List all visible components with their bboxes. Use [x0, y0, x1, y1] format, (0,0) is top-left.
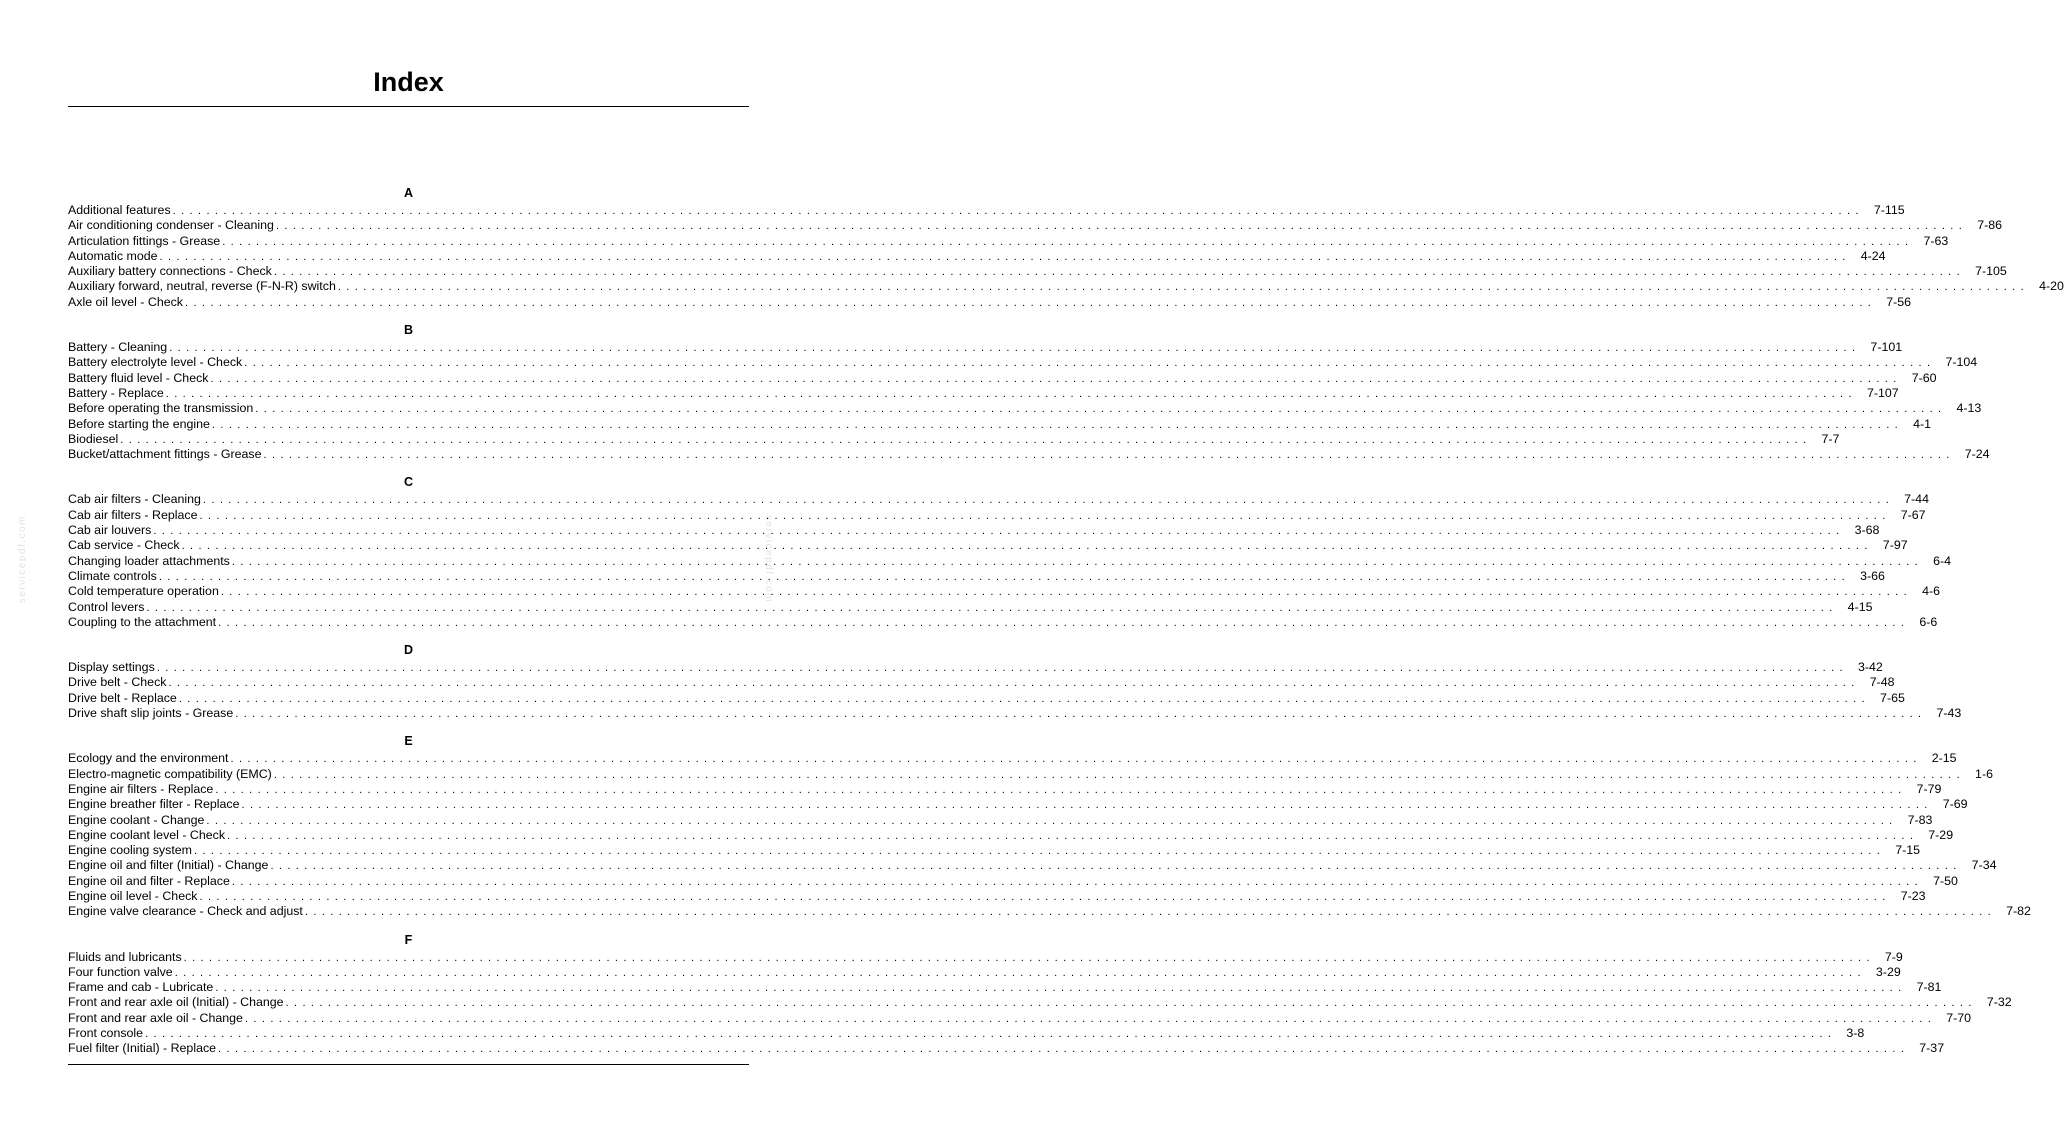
- entry-title: Engine coolant - Change: [68, 812, 205, 827]
- entry-title: Biodiesel: [68, 431, 119, 446]
- dot-leader: ........................................................................................................................................................................................................: [168, 677, 1860, 690]
- index-entry: [68, 1010, 1971, 1026]
- entry-title: Battery - Cleaning: [68, 340, 168, 355]
- entry-page-number: 7-43: [1936, 706, 1962, 721]
- entry-page-number: 4-13: [1956, 401, 1982, 416]
- entry-title: Auxiliary forward, neutral, reverse (F-N-R) switch: [68, 279, 336, 294]
- entry-title: Frame and cab - Lubricate: [68, 980, 214, 995]
- entry-title: Battery fluid level - Check: [68, 370, 209, 385]
- index-entry: [68, 843, 1921, 858]
- entry-title: Front console: [68, 1026, 144, 1041]
- entry-page-number: 7-50: [1933, 873, 1958, 888]
- entry-page-number: 7-82: [2006, 904, 2031, 919]
- dot-leader: ........................................................................................................................................................................................................: [120, 433, 1812, 446]
- index-entry: [68, 599, 1873, 615]
- entry-title: Automatic mode: [68, 248, 158, 263]
- entry-page-number: 7-24: [1964, 447, 1990, 462]
- entry-page-number: 4-24: [1860, 248, 1886, 263]
- entry-page-number: 7-107: [1866, 385, 1899, 400]
- entry-page-number: 7-104: [1945, 355, 1978, 370]
- entry-page-number: 7-86: [1977, 218, 2002, 233]
- dot-leader: ........................................................................................................................................................................................................: [220, 586, 1913, 599]
- dot-leader: ........................................................................................................................................................................................................: [218, 1043, 1910, 1056]
- index-entry: [68, 660, 1883, 675]
- index-entry: [68, 447, 1990, 462]
- index-section-f: [68, 931, 2012, 1057]
- dot-leader: ........................................................................................................................................................................................................: [273, 266, 1966, 279]
- index-entry: [68, 355, 1978, 370]
- dot-leader: ........................................................................................................................................................................................................: [145, 1028, 1837, 1041]
- dot-leader: ........................................................................................................................................................................................................: [156, 662, 1849, 675]
- entry-page-number: 7-63: [1923, 233, 1949, 248]
- entry-title: Engine oil and filter - Replace: [68, 873, 230, 888]
- dot-leader: ........................................................................................................................................................................................................: [202, 494, 1895, 507]
- entry-page-number: 7-69: [1942, 797, 1968, 812]
- entry-title: Control levers: [68, 599, 145, 614]
- entry-page-number: 7-97: [1882, 538, 1908, 553]
- entry-title: Auxiliary battery connections - Check: [68, 264, 272, 279]
- index-entry: [68, 248, 1886, 264]
- entry-title: Fluids and lubricants: [68, 949, 182, 964]
- dot-leader: ........................................................................................................................................................................................................: [165, 387, 1857, 400]
- index-entry: [68, 538, 1908, 553]
- entry-page-number: 4-15: [1847, 599, 1873, 614]
- index-entry: [68, 873, 1958, 889]
- index-entry: [68, 370, 1937, 386]
- index-section-b: [68, 321, 1990, 462]
- entry-title: Coupling to the attachment: [68, 614, 217, 629]
- index-entry: [68, 995, 2012, 1010]
- watermark-left: servicepdf.com: [17, 515, 28, 604]
- entry-page-number: 2-15: [1931, 751, 1957, 766]
- index-entry: [68, 690, 1905, 706]
- entry-title: Cab air filters - Cleaning: [68, 492, 201, 507]
- index-entry: [68, 203, 1905, 218]
- entry-page-number: 7-48: [1869, 675, 1895, 690]
- index-entry: [68, 507, 1926, 523]
- dot-leader: ........................................................................................................................................................................................................: [158, 570, 1851, 583]
- entry-page-number: 7-105: [1975, 264, 2007, 279]
- entry-page-number: 7-44: [1904, 492, 1929, 507]
- dot-leader: ........................................................................................................................................................................................................: [193, 845, 1886, 858]
- index-entry: [68, 980, 1942, 995]
- entry-page-number: 7-29: [1928, 827, 1954, 842]
- entry-page-number: 7-67: [1900, 507, 1926, 522]
- index-entry: [68, 949, 1903, 965]
- entry-title: Engine oil and filter (Initial) - Change: [68, 858, 269, 873]
- index-entry: [68, 385, 1899, 401]
- entry-page-number: 7-60: [1911, 370, 1937, 385]
- index-entry: [68, 584, 1940, 599]
- dot-leader: ........................................................................................................................................................................................................: [183, 951, 1875, 964]
- index-entry: [68, 614, 1938, 630]
- index-entry: [68, 904, 2031, 919]
- entry-page-number: 7-15: [1895, 843, 1921, 858]
- index-entry: [68, 827, 1954, 843]
- dot-leader: ........................................................................................................................................................................................................: [244, 1012, 1937, 1025]
- index-entry: [68, 416, 1932, 432]
- index-entry: [68, 340, 1903, 355]
- entry-title: Front and rear axle oil - Change: [68, 1010, 243, 1025]
- dot-leader: ........................................................................................................................................................................................................: [206, 814, 1898, 827]
- index-entry: [68, 766, 1993, 782]
- dot-leader: ........................................................................................................................................................................................................: [273, 768, 1966, 781]
- dot-leader: ........................................................................................................................................................................................................: [174, 966, 1866, 979]
- index-entry: [68, 1041, 1945, 1056]
- entry-page-number: 3-68: [1854, 523, 1880, 538]
- dot-leader: ........................................................................................................................................................................................................: [235, 708, 1927, 721]
- index-entry: [68, 523, 1880, 538]
- entry-title: Battery electrolyte level - Check: [68, 355, 243, 370]
- entry-title: Engine cooling system: [68, 843, 192, 858]
- entry-page-number: 4-1: [1913, 416, 1932, 431]
- entry-title: Changing loader attachments: [68, 553, 230, 568]
- index-entry: [68, 964, 1901, 980]
- index-entry: [68, 1026, 1865, 1041]
- entry-page-number: 7-37: [1919, 1041, 1945, 1056]
- dot-leader: ........................................................................................................................................................................................................: [244, 357, 1936, 370]
- dot-leader: ........................................................................................................................................................................................................: [210, 372, 1902, 385]
- section-letter: C: [403, 475, 414, 490]
- entry-page-number: 7-70: [1946, 1010, 1971, 1025]
- index-entry: [68, 888, 1926, 904]
- dot-leader: ........................................................................................................................................................................................................: [263, 449, 1955, 462]
- entry-title: Electro-magnetic compatibility (EMC): [68, 766, 272, 781]
- dot-leader: ........................................................................................................................................................................................................: [172, 205, 1864, 217]
- entry-page-number: 7-79: [1916, 781, 1942, 796]
- index-entry: [68, 492, 1929, 507]
- section-letter: D: [403, 643, 414, 658]
- index-entry: [68, 294, 1912, 310]
- entry-page-number: 3-42: [1858, 660, 1883, 675]
- index-section-d: [68, 641, 1962, 721]
- entry-title: Cab service - Check: [68, 538, 180, 553]
- dot-leader: ........................................................................................................................................................................................................: [159, 250, 1851, 263]
- section-letter: B: [403, 323, 414, 338]
- entry-page-number: 7-65: [1880, 690, 1905, 705]
- dot-leader: ........................................................................................................................................................................................................: [230, 753, 1922, 766]
- entry-title: Engine breather filter - Replace: [68, 797, 240, 812]
- entry-page-number: 3-8: [1846, 1026, 1865, 1041]
- entry-title: Display settings: [68, 660, 155, 675]
- index-entry: [68, 797, 1968, 812]
- index-entry: [68, 233, 1949, 249]
- entry-page-number: 7-81: [1916, 980, 1942, 995]
- entry-title: Drive belt - Replace: [68, 690, 177, 705]
- entry-title: Drive shaft slip joints - Grease: [68, 706, 234, 721]
- dot-leader: ........................................................................................................................................................................................................: [215, 783, 1907, 796]
- index-section-a: [68, 184, 2064, 310]
- entry-page-number: 7-83: [1907, 812, 1933, 827]
- dot-leader: ........................................................................................................................................................................................................: [222, 235, 1914, 248]
- index-entry: [68, 279, 2064, 294]
- dot-leader: ........................................................................................................................................................................................................: [285, 997, 1977, 1010]
- index-entry: [68, 706, 1962, 721]
- index-entry: [68, 858, 1997, 873]
- entry-title: Fuel filter (Initial) - Replace: [68, 1041, 217, 1056]
- page-title: Index: [373, 67, 444, 97]
- entry-title: Bucket/attachment fittings - Grease: [68, 447, 262, 462]
- entry-page-number: 3-66: [1860, 568, 1885, 583]
- dot-leader: ........................................................................................................................................................................................................: [185, 296, 1877, 309]
- index-entry: [68, 675, 1895, 690]
- index-entry: [68, 553, 1952, 569]
- entry-page-number: 7-101: [1870, 340, 1903, 355]
- entry-page-number: 7-23: [1900, 888, 1926, 903]
- entry-page-number: 3-29: [1875, 964, 1901, 979]
- entry-title: Drive belt - Check: [68, 675, 167, 690]
- dot-leader: ........................................................................................................................................................................................................: [227, 829, 1919, 842]
- entry-title: Ecology and the environment: [68, 751, 229, 766]
- entry-page-number: 1-6: [1975, 766, 1993, 781]
- dot-leader: ........................................................................................................................................................................................................: [304, 906, 1997, 919]
- entry-page-number: 7-34: [1971, 858, 1997, 873]
- index-entry: [68, 264, 2007, 279]
- section-letter: F: [404, 932, 413, 947]
- entry-title: Before starting the engine: [68, 416, 210, 431]
- entry-page-number: 7-9: [1884, 949, 1903, 964]
- entry-page-number: 6-6: [1919, 614, 1938, 629]
- section-letter: E: [404, 734, 413, 749]
- entry-title: Engine valve clearance - Check and adjust: [68, 904, 303, 919]
- dot-leader: ........................................................................................................................................................................................................: [181, 540, 1873, 553]
- entry-title: Climate controls: [68, 568, 157, 583]
- dot-leader: ........................................................................................................................................................................................................: [199, 509, 1891, 522]
- entry-title: Before operating the transmission: [68, 401, 254, 416]
- entry-page-number: 7-32: [1986, 995, 2012, 1010]
- entry-title: Engine oil level - Check: [68, 888, 198, 903]
- entry-page-number: 6-4: [1933, 553, 1952, 568]
- entry-page-number: 4-6: [1922, 584, 1940, 599]
- entry-page-number: 7-115: [1873, 203, 1905, 217]
- dot-leader: ........................................................................................................................................................................................................: [270, 860, 1962, 873]
- dot-leader: ........................................................................................................................................................................................................: [231, 875, 1924, 888]
- index-entry: [68, 401, 1982, 416]
- dot-leader: ........................................................................................................................................................................................................: [255, 403, 1947, 416]
- entry-title: Battery - Replace: [68, 385, 164, 400]
- entry-title: Front and rear axle oil (Initial) - Change: [68, 995, 284, 1010]
- entry-title: Articulation fittings - Grease: [68, 233, 221, 248]
- entry-page-number: 7-56: [1886, 294, 1912, 309]
- dot-leader: ........................................................................................................................................................................................................: [215, 982, 1907, 995]
- entry-title: Cab air filters - Replace: [68, 507, 198, 522]
- dot-leader: ........................................................................................................................................................................................................: [337, 281, 2030, 294]
- entry-title: Air conditioning condenser - Cleaning: [68, 218, 274, 233]
- entry-title: Four function valve: [68, 964, 173, 979]
- dot-leader: ........................................................................................................................................................................................................: [218, 616, 1910, 629]
- entry-page-number: 7-7: [1821, 431, 1840, 446]
- section-letter: A: [403, 186, 414, 200]
- entry-title: Engine air filters - Replace: [68, 781, 214, 796]
- footer-rule: [68, 1064, 749, 1065]
- dot-leader: ........................................................................................................................................................................................................: [178, 692, 1871, 705]
- dot-leader: ........................................................................................................................................................................................................: [275, 220, 1968, 233]
- dot-leader: ........................................................................................................................................................................................................: [231, 555, 1924, 568]
- index-entry: [68, 431, 1840, 447]
- dot-leader: ........................................................................................................................................................................................................: [199, 890, 1891, 903]
- entry-title: Cold temperature operation: [68, 584, 219, 599]
- index-entry: [68, 781, 1942, 797]
- dot-leader: ........................................................................................................................................................................................................: [211, 418, 1904, 431]
- dot-leader: ........................................................................................................................................................................................................: [241, 799, 1933, 812]
- title-rule: [68, 106, 749, 107]
- dot-leader: ........................................................................................................................................................................................................: [153, 525, 1845, 538]
- index-entry: [68, 218, 2002, 233]
- entry-title: Axle oil level - Check: [68, 294, 184, 309]
- index-section-e: [68, 732, 2031, 919]
- index-entry: [68, 812, 1933, 828]
- index-entry: [68, 568, 1885, 584]
- entry-title: Cab air louvers: [68, 523, 152, 538]
- dot-leader: ........................................................................................................................................................................................................: [146, 601, 1838, 614]
- dot-leader: ........................................................................................................................................................................................................: [169, 342, 1861, 355]
- index-entry: [68, 751, 1957, 766]
- entry-title: Additional features: [68, 203, 171, 217]
- entry-page-number: 4-20: [2039, 279, 2064, 294]
- watermark-right: servicepdf.com: [763, 515, 774, 604]
- entry-title: Engine coolant level - Check: [68, 827, 226, 842]
